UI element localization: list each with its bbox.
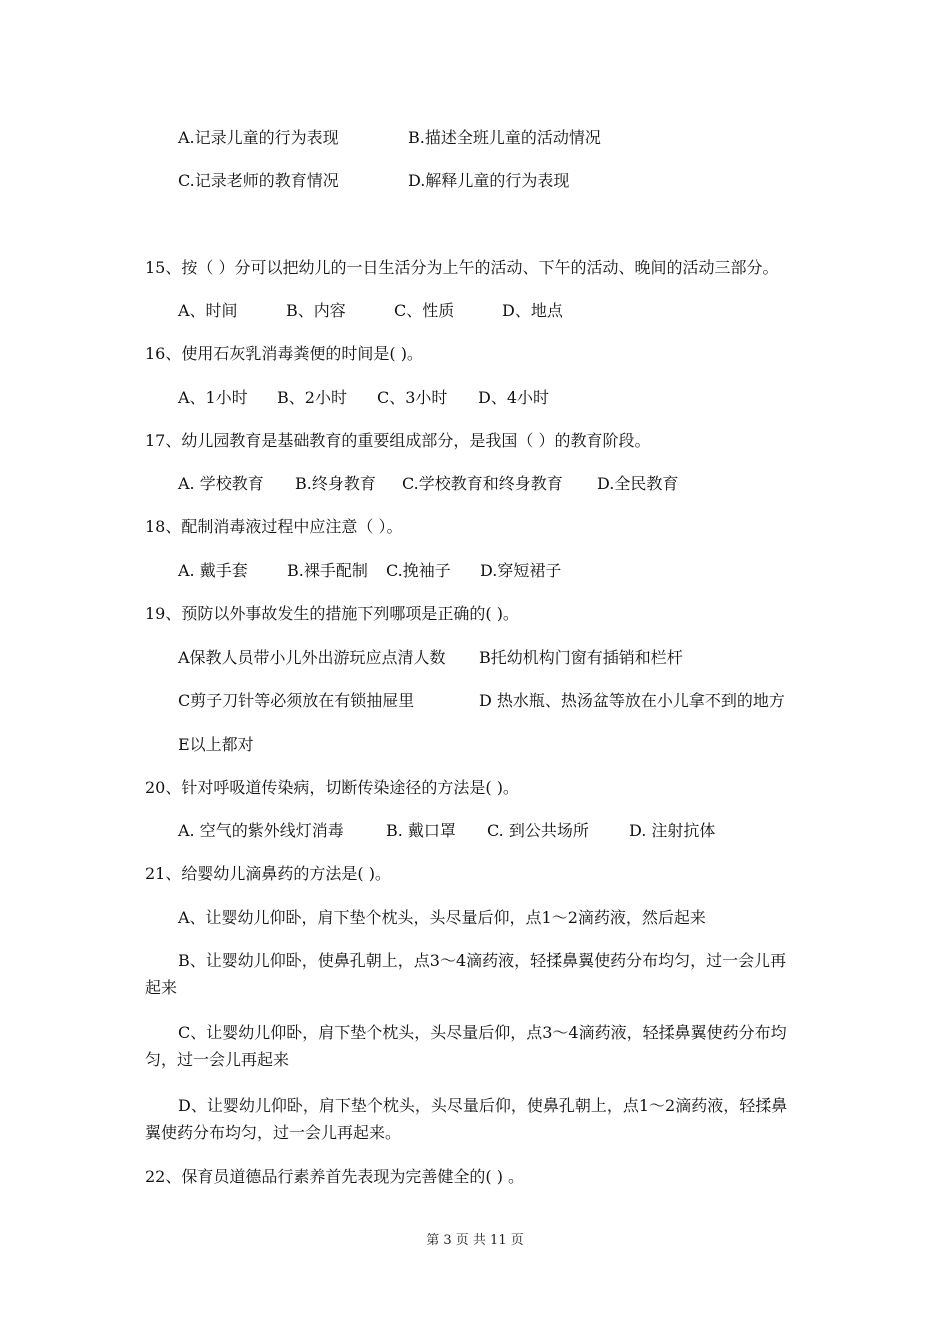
option-text: B、让婴幼儿仰卧，使鼻孔朝上，点3～4滴药液，轻揉鼻翼使药分布均匀，过一会儿再 <box>178 951 787 970</box>
option-text: D 热水瓶、热汤盆等放在小儿拿不到的地方 <box>479 691 785 710</box>
option-text: B托幼机构门窗有插销和栏杆 <box>479 648 683 667</box>
option-text: D.解释儿童的行为表现 <box>408 171 570 190</box>
question-text: 16、使用石灰乳消毒粪便的时间是( )。 <box>145 344 423 363</box>
question-text: 19、预防以外事故发生的措施下列哪项是正确的( )。 <box>145 604 519 623</box>
option-text: D. 注射抗体 <box>629 821 716 840</box>
option-text: C剪子刀针等必须放在有锁抽屉里 <box>178 691 415 710</box>
option-text: A保教人员带小儿外出游玩应点清人数 <box>178 648 446 667</box>
question-text: 17、幼儿园教育是基础教育的重要组成部分，是我国（ ）的教育阶段。 <box>145 431 651 450</box>
option-text: A、时间 <box>178 301 238 320</box>
option-text: E以上都对 <box>178 735 254 754</box>
option-text-continued: 匀，过一会儿再起来 <box>145 1050 290 1069</box>
question-text: 18、配制消毒液过程中应注意（ ）。 <box>145 517 403 536</box>
option-text: B、2小时 <box>277 388 347 407</box>
option-text: A. 学校教育 <box>178 474 264 493</box>
option-text: C.学校教育和终身教育 <box>402 474 563 493</box>
option-text: D、地点 <box>502 301 563 320</box>
question-text: 22、保育员道德品行素养首先表现为完善健全的( ) 。 <box>145 1167 525 1186</box>
option-text: C.挽袖子 <box>386 561 451 580</box>
option-text: A、让婴幼儿仰卧，肩下垫个枕头，头尽量后仰，点1～2滴药液，然后起来 <box>178 908 706 927</box>
option-text-continued: 起来 <box>145 978 178 997</box>
option-text: D、4小时 <box>478 388 550 407</box>
option-text: A. 戴手套 <box>178 561 248 580</box>
option-text: D.穿短裙子 <box>480 561 562 580</box>
option-text: A.记录儿童的行为表现 <box>178 128 339 147</box>
question-text: 21、给婴幼儿滴鼻药的方法是( )。 <box>145 864 391 883</box>
option-text: D.全民教育 <box>597 474 679 493</box>
question-text: 15、按（ ）分可以把幼儿的一日生活分为上午的活动、下午的活动、晚间的活动三部分。 <box>145 258 779 277</box>
option-text: B.裸手配制 <box>287 561 368 580</box>
option-text: B. 戴口罩 <box>386 821 456 840</box>
question-text: 20、针对呼吸道传染病，切断传染途径的方法是( )。 <box>145 778 519 797</box>
option-text: C、3小时 <box>377 388 448 407</box>
option-text: C、让婴幼儿仰卧，肩下垫个枕头，头尽量后仰，点3～4滴药液，轻揉鼻翼使药分布均 <box>178 1023 787 1042</box>
page-footer: 第 3 页 共 11 页 <box>426 1233 524 1248</box>
option-text: C.记录老师的教育情况 <box>178 171 339 190</box>
option-text: B、内容 <box>286 301 346 320</box>
option-text: D、让婴幼儿仰卧，肩下垫个枕头，头尽量后仰，使鼻孔朝上，点1～2滴药液，轻揉鼻 <box>178 1096 788 1115</box>
option-text: B.终身教育 <box>295 474 376 493</box>
option-text: C、性质 <box>394 301 455 320</box>
option-text: A、1小时 <box>178 388 248 407</box>
option-text-continued: 翼使药分布均匀，过一会儿再起来。 <box>145 1123 402 1142</box>
option-text: A. 空气的紫外线灯消毒 <box>178 821 344 840</box>
option-text: B.描述全班儿童的活动情况 <box>408 128 601 147</box>
option-text: C. 到公共场所 <box>487 821 589 840</box>
